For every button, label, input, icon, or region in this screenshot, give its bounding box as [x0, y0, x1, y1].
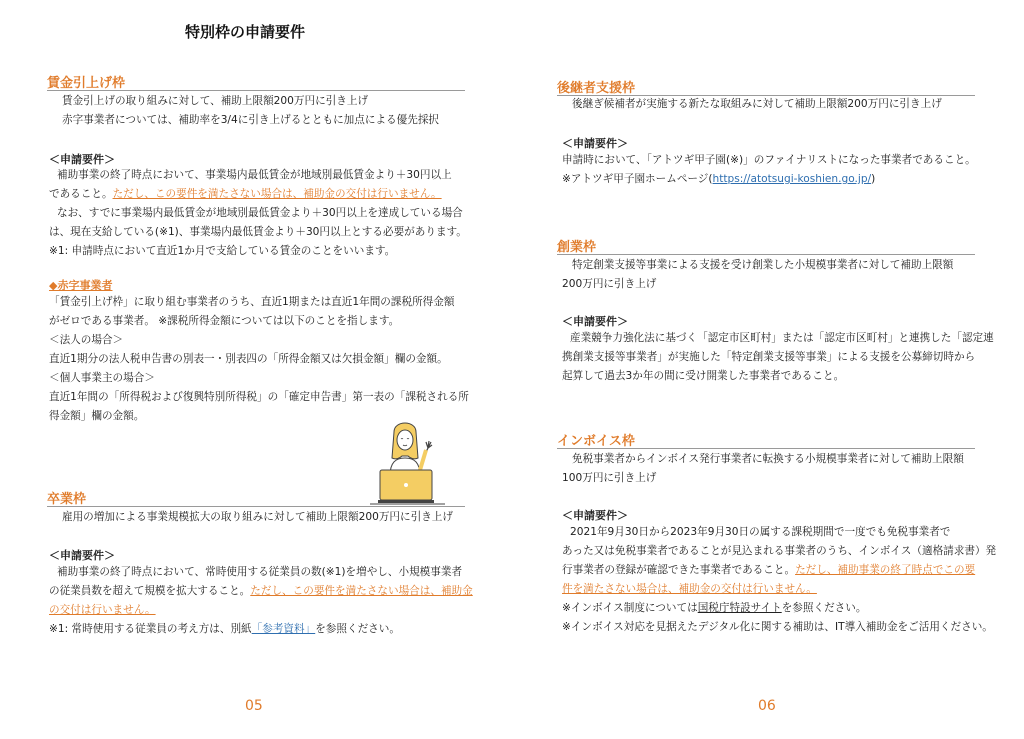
nta-site-link[interactable]: 国税庁特設サイト	[697, 602, 782, 614]
page-title: 特別枠の申請要件	[185, 23, 306, 41]
req-line: 産業競争力強化法に基づく「認定市区町村」または「認定市区町村」と連携した「認定連	[570, 332, 994, 344]
section-rule	[47, 506, 465, 507]
req-line: ※アトツギ甲子園ホームページ(https://atotsugi-koshien.go.jp/)	[562, 173, 876, 185]
section-body: 雇用の増加による事業規模拡大の取り組みに対して補助上限額200万円に引き上げ	[62, 511, 453, 523]
body-line: 赤字事業者については、補助率を3/4に引き上げるとともに加点による優先採択	[62, 114, 440, 126]
akaji-line: 得金額」欄の金額。	[49, 410, 145, 422]
req-line: 申請時において、「アトツギ甲子園(※)」のファイナリストになった事業者であること。	[562, 154, 976, 166]
requirements-body	[49, 563, 473, 639]
section-heading-invoice: インボイス枠	[557, 434, 635, 449]
akaji-line: ＜個人事業主の場合＞	[49, 372, 155, 384]
req-line: 起算して過去3か年の間に受け開業した事業者であること。	[562, 370, 845, 382]
requirements-body	[562, 151, 976, 189]
section-rule	[557, 448, 975, 449]
section-body	[562, 256, 954, 294]
warning-text: の交付は行いません。	[49, 604, 156, 616]
warning-text: ただし、補助事業の終了時点でこの要	[795, 564, 976, 576]
page-number-right: 06	[758, 698, 776, 714]
section-body	[62, 92, 439, 130]
requirements-heading: ＜申請要件＞	[49, 153, 115, 166]
requirements-body	[562, 329, 994, 386]
req-line: あった又は免税事業者であることが見込まれる事業者のうち、インボイス（適格請求書）発	[562, 545, 997, 557]
body-line: 賃金引上げの取り組みに対して、補助上限額200万円に引き上げ	[62, 95, 369, 107]
req-line: の従業員数を超えて規模を拡大すること。ただし、この要件を満たさない場合は、補助金	[49, 585, 473, 597]
woman-laptop-illustration	[370, 418, 445, 508]
req-line: 補助事業の終了時点において、常時使用する従業員の数(※1)を増やし、小規模事業者	[57, 566, 463, 578]
requirements-body	[562, 523, 996, 637]
req-note: ※1: 申請時点において直近1か月で支給している賃金のことをいいます。	[49, 245, 396, 257]
section-rule	[47, 90, 465, 91]
req-line: 行事業者の登録が確認できた事業者であること。ただし、補助事業の終了時点でこの要	[562, 564, 976, 576]
section-body	[562, 450, 964, 488]
warning-text: ただし、この要件を満たさない場合は、補助金の交付は行いません。	[112, 188, 442, 200]
page-number-left: 05	[245, 698, 263, 714]
body-line: 免税事業者からインボイス発行事業者に転換する小規模事業者に対して補助上限額	[572, 453, 964, 465]
akaji-line: がゼロである事業者。 ※課税所得金額については以下のことを指します。	[49, 315, 400, 327]
reference-link[interactable]: 「参考資料」	[251, 623, 316, 635]
akaji-body	[49, 293, 469, 426]
akaji-line: 直近1年間の「所得税および復興特別所得税」の「確定申告書」第一表の「課税される所	[49, 391, 469, 403]
requirements-heading: ＜申請要件＞	[49, 549, 115, 562]
section-heading-sougyou: 創業枠	[557, 240, 597, 255]
atotsugi-link[interactable]: https://atotsugi-koshien.go.jp/	[712, 173, 872, 185]
requirements-heading: ＜申請要件＞	[562, 137, 628, 150]
requirements-body	[49, 166, 467, 261]
section-heading-chingin: 賃金引上げ枠	[47, 76, 126, 91]
akaji-line: ＜法人の場合＞	[49, 334, 124, 346]
req-note: ※1: 常時使用する従業員の考え方は、別紙「参考資料」を参照ください。	[49, 623, 400, 635]
req-line: 携創業支援等事業者」が実施した「特定創業支援等事業」による支援を公募締切時から	[562, 351, 976, 363]
akaji-line: 「賃金引上げ枠」に取り組む事業者のうち、直近1期または直近1年間の課税所得金額	[49, 296, 455, 308]
section-heading-koukeisha: 後継者支援枠	[557, 81, 636, 96]
body-line: 100万円に引き上げ	[562, 472, 657, 484]
req-line: であること。ただし、この要件を満たさない場合は、補助金の交付は行いません。	[49, 188, 442, 200]
section-body: 後継ぎ候補者が実施する新たな取組みに対して補助上限額200万円に引き上げ	[572, 98, 942, 110]
req-line: は、現在支給している(※1)、事業場内最低賃金より＋30円以上とする必要があります。	[49, 226, 467, 238]
requirements-heading: ＜申請要件＞	[562, 509, 628, 522]
body-line: 特定創業支援等事業による支援を受け創業した小規模事業者に対して補助上限額	[572, 259, 954, 271]
req-line: なお、すでに事業場内最低賃金が地域別最低賃金より＋30円以上を達成している場合	[57, 207, 463, 219]
req-note: ※インボイス対応を見据えたデジタル化に関する補助は、IT導入補助金をご活用ください。	[562, 621, 993, 633]
req-line: 2021年9月30日から2023年9月30日の属する課税期間で一度でも免税事業者で	[570, 526, 951, 538]
req-line: 補助事業の終了時点において、事業場内最低賃金が地域別最低賃金より＋30円以上	[57, 169, 452, 181]
req-note: ※インボイス制度については国税庁特設サイトを参照ください。	[562, 602, 867, 614]
warning-text: ただし、この要件を満たさない場合は、補助金	[250, 585, 473, 597]
akaji-line: 直近1期分の法人税申告書の別表一・別表四の「所得金額又は欠損金額」欄の金額。	[49, 353, 448, 365]
section-heading-sotsugyo: 卒業枠	[47, 492, 87, 507]
requirements-heading: ＜申請要件＞	[562, 315, 628, 328]
body-line: 200万円に引き上げ	[562, 278, 657, 290]
section-rule	[557, 254, 975, 255]
warning-text: 件を満たさない場合は、補助金の交付は行いません。	[562, 583, 817, 595]
akaji-heading: ◆赤字事業者	[49, 279, 113, 292]
